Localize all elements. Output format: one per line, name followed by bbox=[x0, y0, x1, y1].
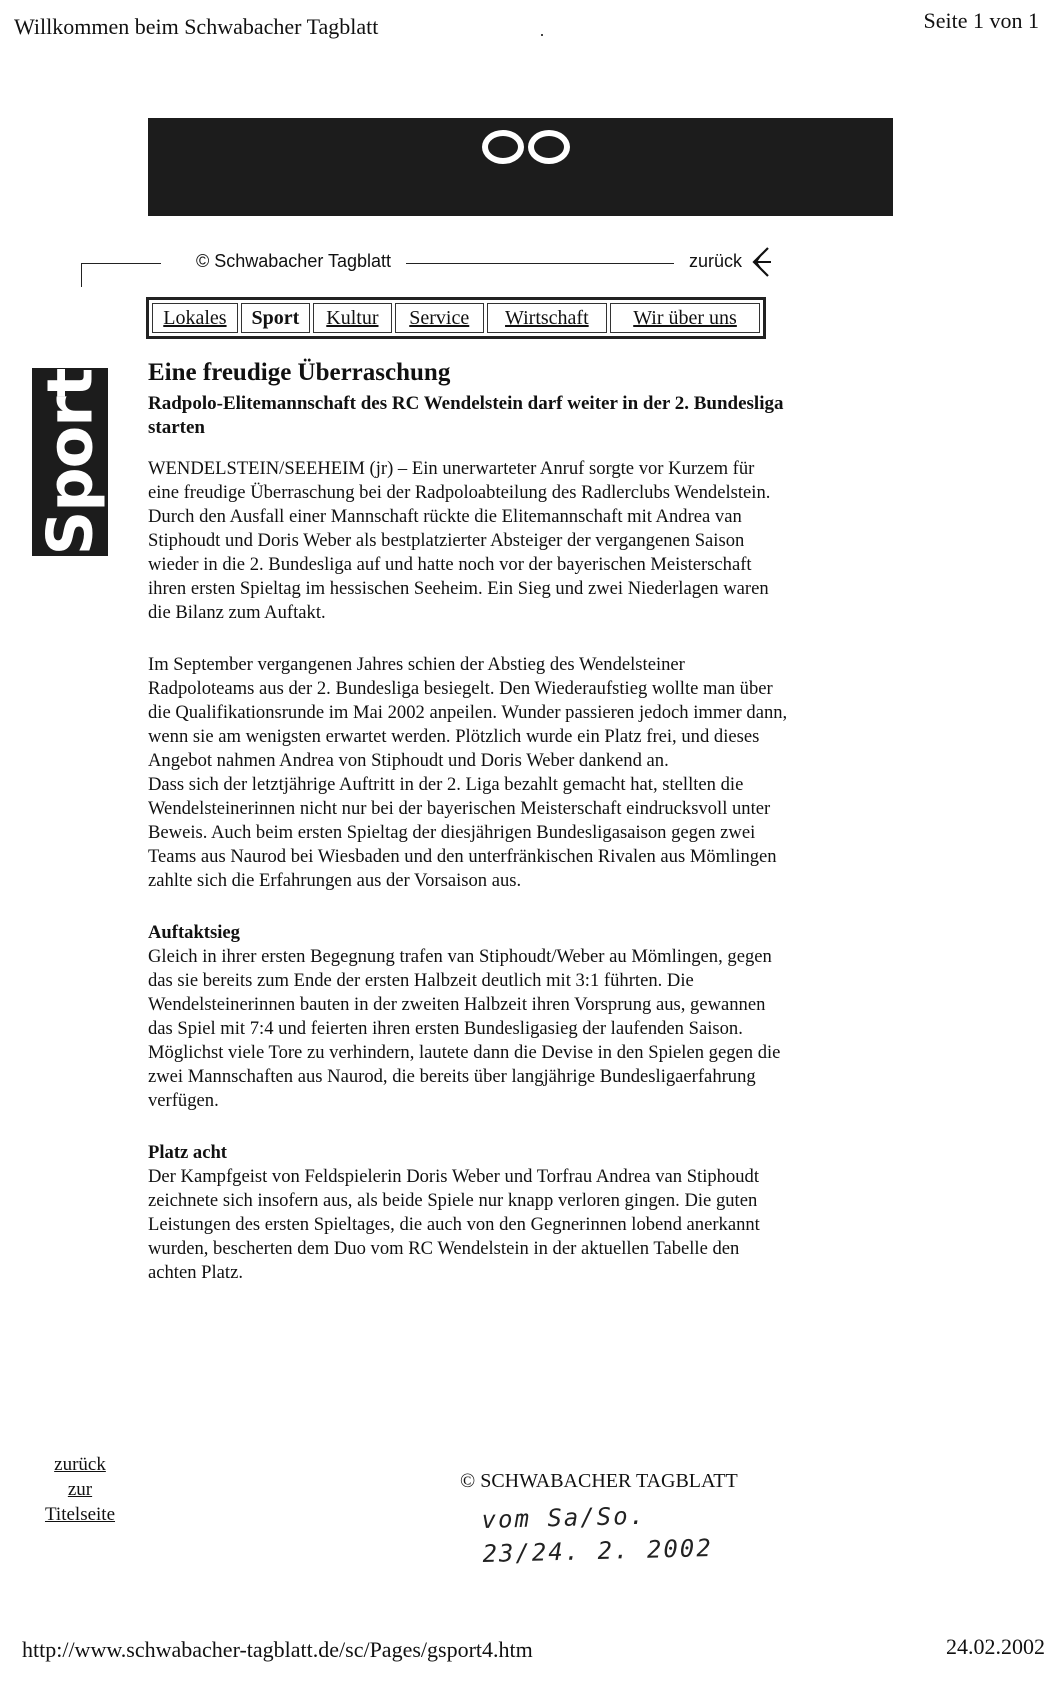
article-subtitle: Radpolo-Elitemannschaft des RC Wendelstein darf weiter in der 2. Bundesliga starten bbox=[148, 393, 784, 439]
handwritten-line: 23/24. 2. 2002 bbox=[482, 1533, 714, 1569]
article-subheading: Auftaktsieg bbox=[148, 921, 240, 943]
section-nav bbox=[146, 297, 766, 339]
nav-lokales[interactable]: Lokales bbox=[152, 303, 238, 333]
article-paragraph: WENDELSTEIN/SEEHEIM (jr) – Ein unerwarteter Anruf sorgte vor Kurzem für eine freudige Überraschung bei der Radpoloabteilung des Radlerclubs Wendelstein. Durch den Ausfall einer Mannschaft rückte die Elitemannschaft mit Andrea van Stiphoudt und Doris Weber als bestplatzierter Absteiger der vergangenen Saison wieder in die 2. Bundesliga auf und hatte noch vor der bayerischen Meisterschaft ihren ersten Spieltag im hessischen Seeheim. Ein Sieg und zwei Niederlagen waren die Bilanz zum Auftakt. bbox=[148, 457, 771, 623]
handwritten-line: vom Sa/So. bbox=[481, 1501, 647, 1535]
print-header-title: Willkommen beim Schwabacher Tagblatt bbox=[14, 14, 379, 39]
article-paragraph: Der Kampfgeist von Feldspielerin Doris Weber und Torfrau Andrea van Stiphoudt zeichnete sich insofern aus, als beide Spiele nur knapp verloren gingen. Die guten Leistungen des ersten Spieltages, die auch von den Gegnerinnen lobend anerkannt wurden, bescherten dem Duo vom RC Wendelstein in der aktuellen Tabelle den achten Platz. bbox=[148, 1165, 760, 1283]
masthead-banner bbox=[148, 118, 893, 216]
back-link-line[interactable]: zur bbox=[67, 1479, 93, 1500]
nav-service[interactable]: Service bbox=[395, 303, 484, 333]
print-footer-url: http://www.schwabacher-tagblatt.de/sc/Pages/gsport4.htm bbox=[22, 1637, 533, 1662]
print-header-page-info: Seite 1 von 1 bbox=[923, 8, 1039, 33]
nav-wirtschaft[interactable]: Wirtschaft bbox=[487, 303, 607, 333]
print-footer-date: 24.02.2002 bbox=[946, 1634, 1045, 1659]
article-paragraph: Im September vergangenen Jahres schien der Abstieg des Wendelsteiner Radpoloteams aus der 2. Bundesliga besiegelt. Den Wiederaufstieg wollte man über die Qualifikationsrunde im Mai 2002 anpeilen. Wunder passieren jedoch immer dann, wenn sie am wenigsten erwartet werden. Plötzlich wurde ein Platz frei, und dieses Angebot nahmen Andrea von Stiphoudt und Doris Weber dankend an. bbox=[148, 653, 788, 771]
nav-wir-ueber-uns[interactable]: Wir über uns bbox=[610, 303, 760, 333]
article-subheading: Platz acht bbox=[148, 1141, 227, 1163]
back-to-homepage-link[interactable] bbox=[40, 1452, 120, 1527]
back-arrow-icon[interactable] bbox=[748, 245, 772, 284]
article-paragraph: Gleich in ihrer ersten Begegnung trafen van Stiphoudt/Weber au Mömlingen, gegen das sie bereits zum Ende der ersten Halbzeit deutlich mit 3:1 führten. Die Wendelsteinerinnen bauten in der zweiten Halbzeit ihren Vorsprung aus, gewannen das Spiel mit 7:4 und feierten ihren ersten Bundesligasieg der laufenden Saison. Möglichst viele Tore zu verhindern, lautete dann die Devise in den Spielen gegen die zwei Mannschaften aus Naurod, die bereits über langjährige Bundesligaerfahrung verfügen. bbox=[148, 945, 781, 1111]
rule-line-right bbox=[406, 263, 674, 264]
section-badge bbox=[32, 368, 108, 556]
nav-kultur[interactable]: Kultur bbox=[313, 303, 392, 333]
article-paragraph: Dass sich der letztjährige Auftritt in der 2. Liga bezahlt gemacht hat, stellten die Wendelsteinerinnen nicht nur bei der bayerischen Meisterschaft eindrucksvoll unter Beweis. Auch beim ersten Spieltag der diesjährigen Bundesligasaison gegen zwei Teams aus Naurod bei Wiesbaden und den unterfränkischen Rivalen aus Mömlingen zahlte sich die Erfahrungen aus der Vorsaison aus. bbox=[148, 773, 777, 891]
rule-line-left bbox=[81, 263, 161, 264]
back-link-line[interactable]: Titelseite bbox=[44, 1504, 116, 1525]
article-title: Eine freudige Überraschung bbox=[148, 359, 451, 386]
rule-tick bbox=[81, 263, 82, 287]
nav-sport[interactable]: Sport bbox=[241, 303, 310, 333]
back-link-line[interactable]: zurück bbox=[54, 1454, 106, 1475]
section-badge-label: Sport bbox=[33, 368, 107, 556]
eyes-logo-icon bbox=[482, 130, 570, 164]
scan-speck bbox=[541, 34, 543, 36]
top-copyright: © Schwabacher Tagblatt bbox=[196, 251, 392, 271]
handwritten-note bbox=[481, 1497, 713, 1571]
bottom-copyright: © SCHWABACHER TAGBLATT bbox=[460, 1470, 738, 1492]
top-back-link[interactable]: zurück bbox=[689, 251, 743, 271]
article bbox=[148, 358, 788, 1285]
